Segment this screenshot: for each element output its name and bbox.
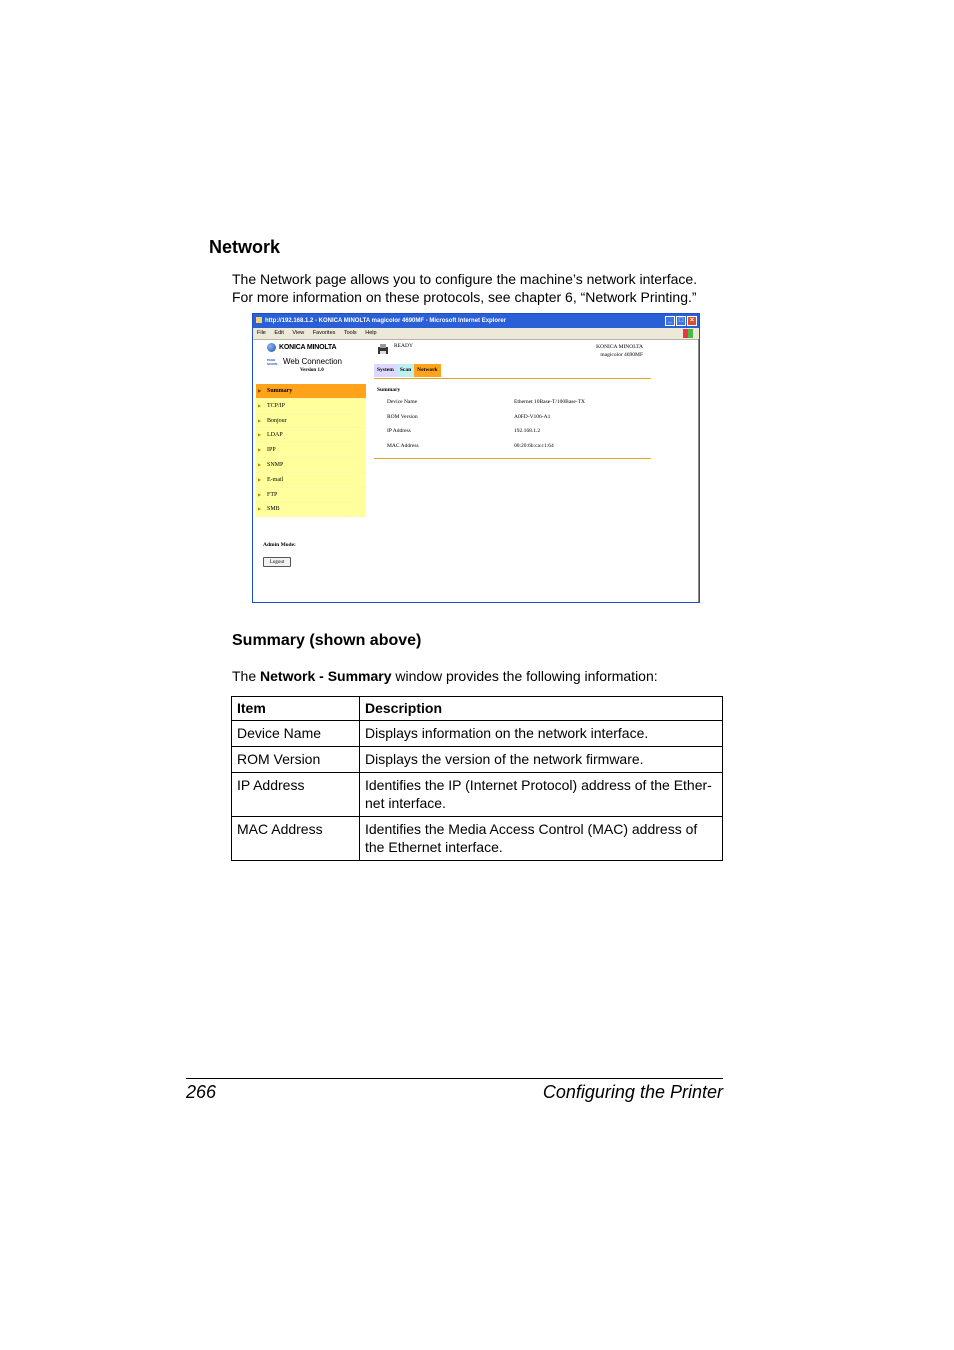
logout-button[interactable]: Logout [263,557,291,567]
table-cell-item: Device Name [232,721,360,747]
divider [374,458,651,459]
footer-divider [186,1078,723,1079]
subsection-heading: Summary (shown above) [232,632,422,649]
sidebar-item-ipp[interactable]: ▶ IPP [256,443,366,458]
menu-bar [253,328,699,340]
table-row [232,721,723,747]
minimize-icon[interactable]: _ [665,316,675,326]
tab-scan[interactable]: Scan [397,364,414,377]
table-row [232,747,723,773]
brand-name: KONICA MINOLTA [596,344,643,350]
web-connection-label: Web Connection [283,357,342,366]
lead-paragraph [232,668,658,684]
globe-icon [267,343,276,352]
menu-help[interactable]: Help [365,330,377,336]
pagescope-icon: PAGE SCOPE [267,357,278,366]
info-table [231,696,723,861]
pagescope-logo [267,357,367,366]
sidebar-item-summary[interactable]: ▶ Summary [256,384,366,399]
intro-line-2: For more information on these protocols, see chapter 6, “Network Printing.” [232,289,697,305]
admin-mode-label: Admin Mode: [263,542,296,548]
summary-label: MAC Address [387,442,419,449]
windows-logo-icon [683,329,693,338]
menu-tools[interactable]: Tools [343,330,357,336]
table-cell-description: Identifies the Media Access Control (MAC) address of the Ethernet interface. [360,817,723,861]
table-cell-item: ROM Version [232,747,360,773]
sidebar-item-ftp[interactable]: ▶ FTP [256,488,366,503]
device-brand [573,343,643,359]
sidebar-item-ldap[interactable]: ▶ LDAP [256,428,366,443]
sidebar-item-smb[interactable]: ▶ SMB [256,502,366,517]
table-cell-description: Displays the version of the network firmware. [360,747,723,773]
model-name: magicolor 4690MF [600,352,643,358]
sidebar-item-tcpip[interactable]: ▶ TCP/IP [256,399,366,414]
summary-value: 192.168.1.2 [514,428,541,435]
ie-icon [256,317,262,323]
menu-file[interactable]: File [257,330,266,336]
summary-table [387,399,585,457]
chapter-title: Configuring the Printer [542,1082,723,1102]
summary-label: IP Address [387,428,411,435]
scrollbar[interactable] [698,339,699,602]
section-heading: Network [209,237,281,257]
sidebar-item-snmp[interactable]: ▶ SNMP [256,458,366,473]
header-item: Item [232,697,360,721]
window-titlebar [253,314,699,328]
summary-label: Device Name [387,399,418,405]
divider [374,378,651,379]
sidebar-item-bonjour[interactable]: ▶ Bonjour [256,414,366,429]
menu-favorites[interactable]: Favorites [312,330,336,336]
intro-line-1: The Network page allows you to configure the machine’s network interface. [232,271,698,287]
page-number: 266 [186,1082,217,1102]
table-row [232,817,723,861]
summary-value: 00:20:6b:ca:c1:64 [514,442,554,449]
konica-minolta-logo [267,343,367,352]
summary-label: ROM Version [387,413,418,420]
logo-area [267,343,367,373]
lead-before: The [232,668,261,684]
browser-window-screenshot [252,313,700,603]
logo-text: KONICA MINOLTA [279,344,337,351]
version-label: Version 1.0 [300,368,324,373]
window-title: http://192.168.1.2 - KONICA MINOLTA magicolor 4690MF - Microsoft Internet Explorer [265,318,507,324]
table-row [232,773,723,817]
summary-title: Summary [377,387,401,393]
table-cell-item: IP Address [232,773,360,817]
maximize-icon[interactable]: □ [676,316,686,326]
status-text: READY [394,343,413,349]
summary-value: Ethernet 10Base-T/100Base-TX [514,399,586,405]
lead-after: window provides the following information: [391,668,658,684]
lead-bold: Network - Summary [260,668,392,684]
table-cell-item: MAC Address [232,817,360,861]
intro-paragraph [232,270,732,306]
table-header-row [232,697,723,721]
summary-row [387,414,585,429]
tab-network[interactable]: Network [414,364,440,377]
table-cell-description: Identifies the IP (Internet Protocol) address of the Ether-net interface. [360,773,723,817]
summary-value: A0FD-V106-A1 [514,413,551,420]
summary-row [387,428,585,443]
table-cell-description: Displays information on the network interface. [360,721,723,747]
close-icon[interactable]: × [687,316,697,326]
sidebar-item-email[interactable]: ▶ E-mail [256,473,366,488]
menu-view[interactable]: View [292,330,305,336]
printer-icon [376,342,390,356]
sidebar-menu [256,384,366,517]
summary-row [387,443,585,458]
menu-edit[interactable]: Edit [274,330,284,336]
tab-system[interactable]: System [374,364,397,377]
summary-row [387,399,585,414]
window-controls [665,316,697,326]
header-description: Description [360,697,723,721]
tab-bar [374,364,441,377]
